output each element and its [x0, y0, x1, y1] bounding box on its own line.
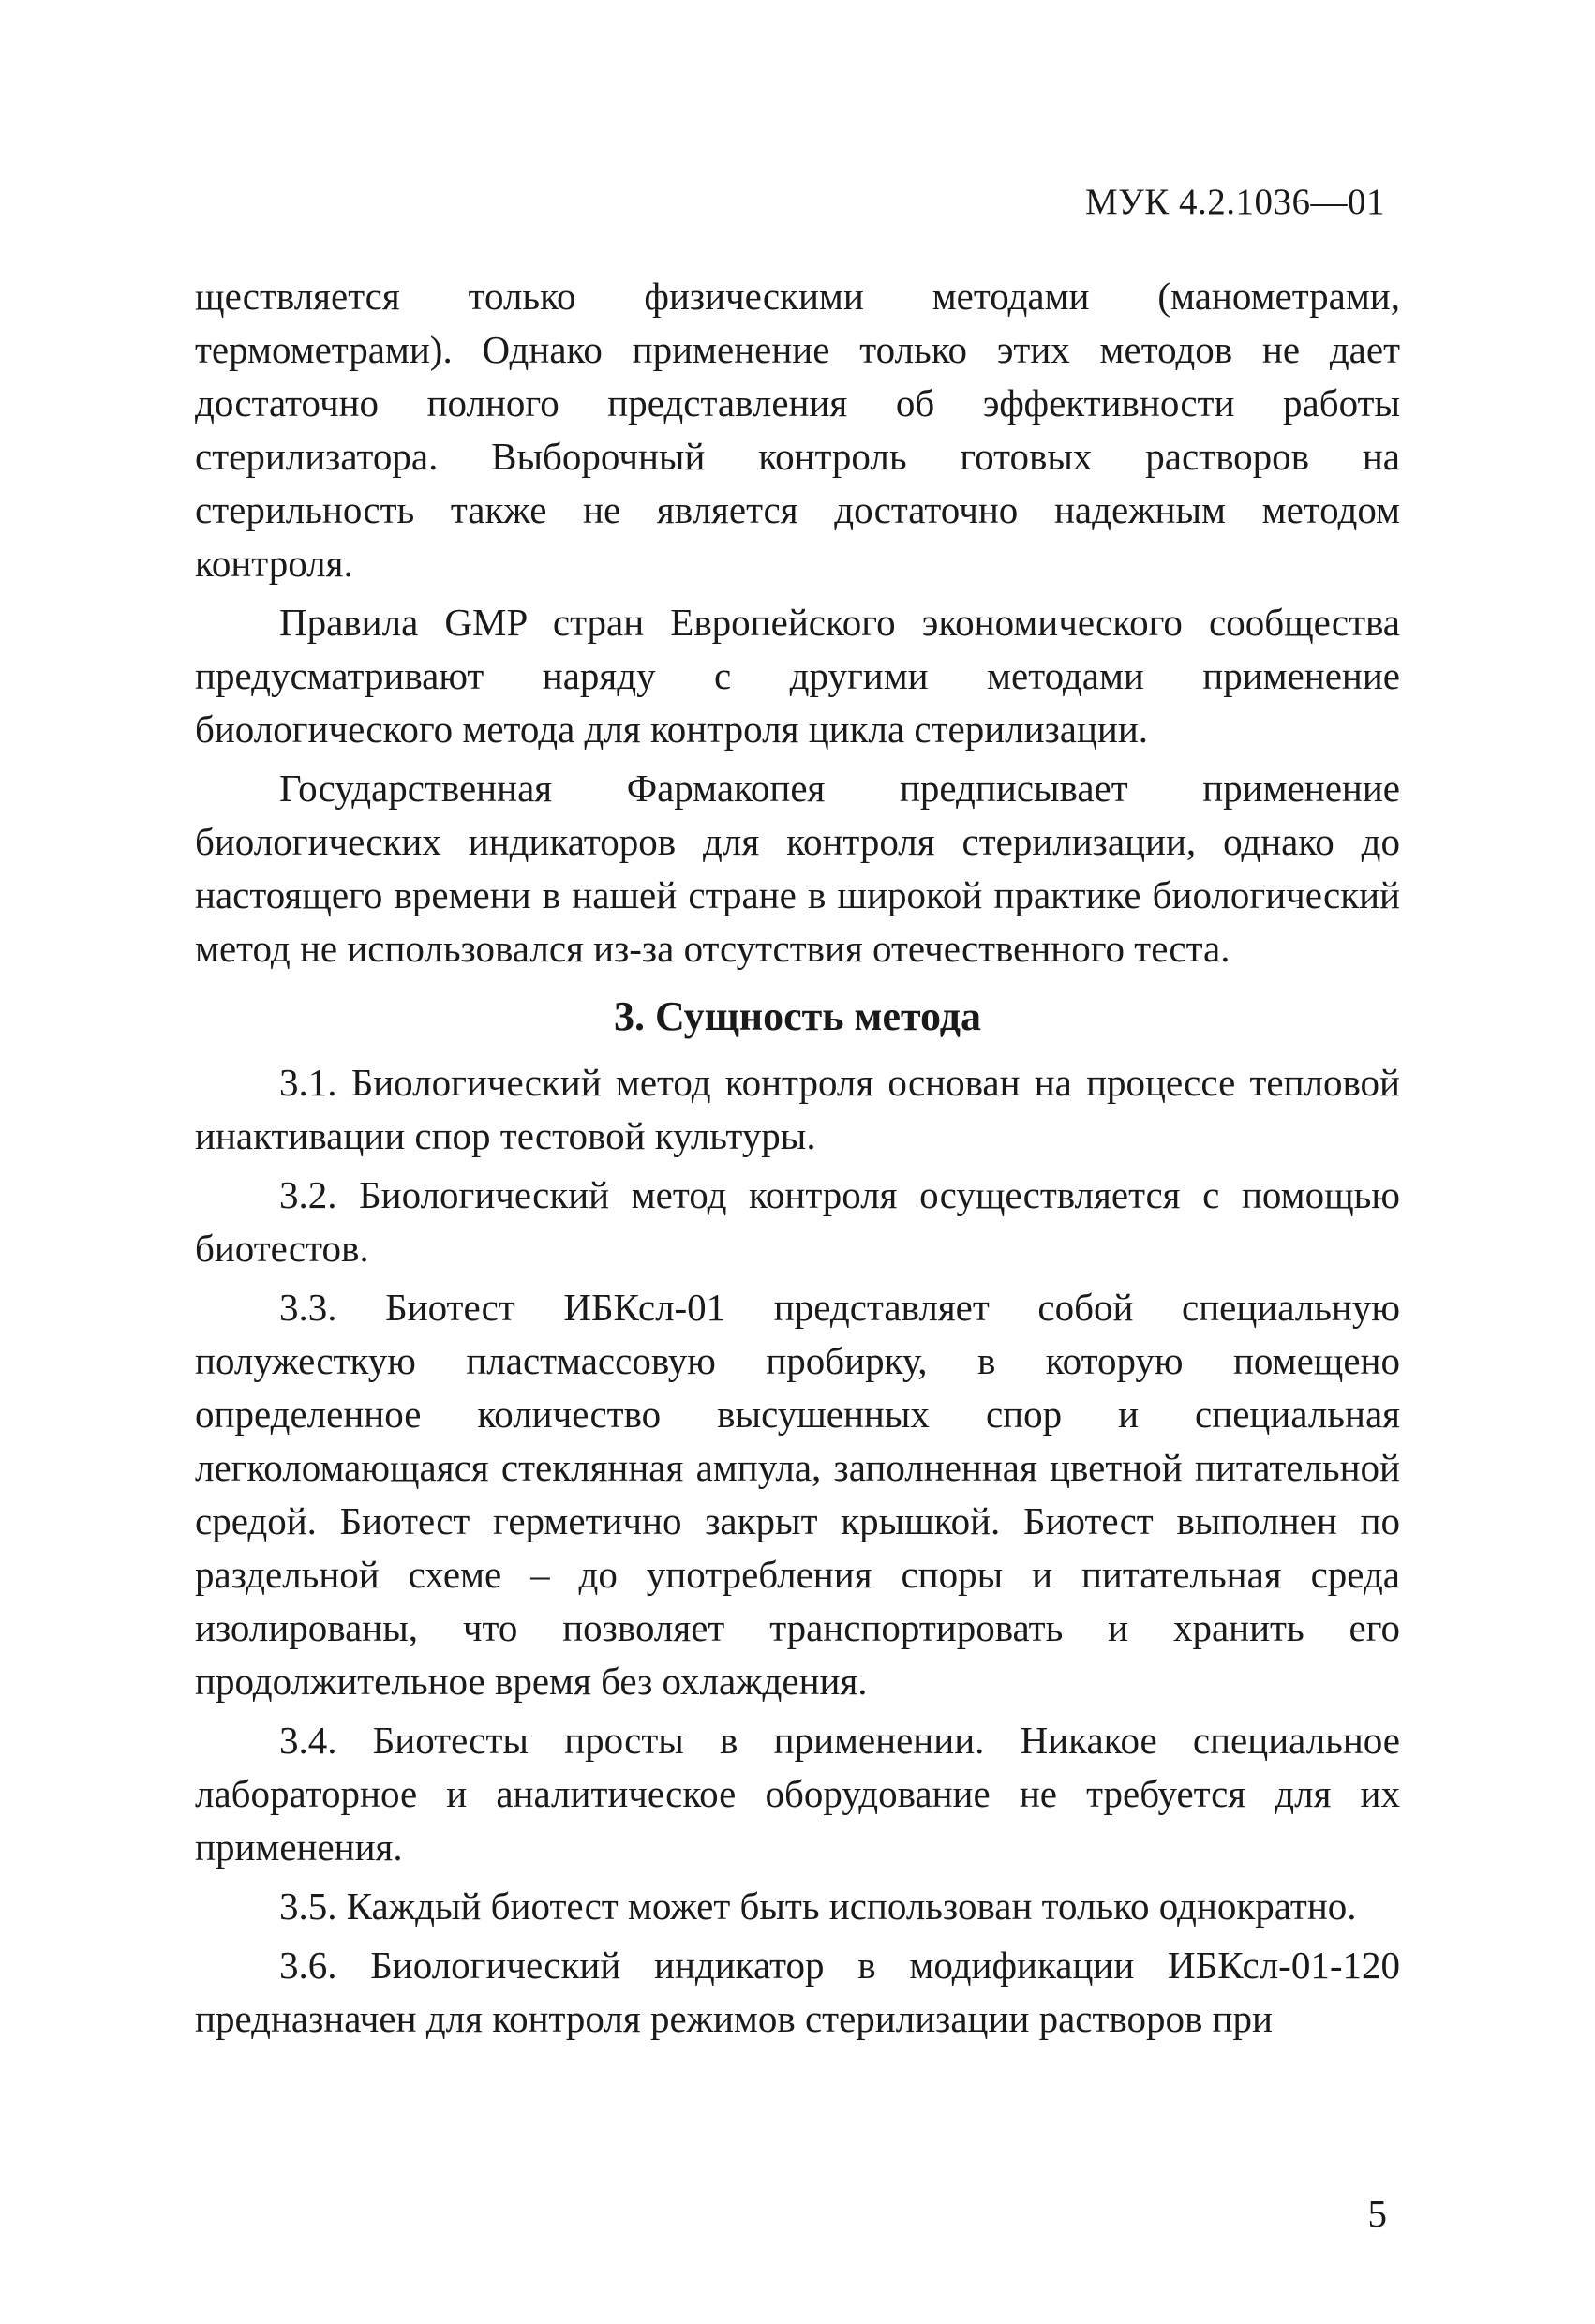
paragraph-3-6: 3.6. Биологический индикатор в модификации ИБКсл-01-120 предназначен для контроля режимов стерилизации растворов при — [195, 1944, 1400, 2040]
section-title: 3. Сущность метода — [613, 993, 982, 1039]
paragraph-3-3: 3.3. Биотест ИБКсл-01 представляет собой специальную полужесткую пластмассовую пробирку, в которую помещено определенное количество высушенных спор и специальная легколомающаяся стеклянная ампула, заполненная цветной питательной средой. Биотест герметично закрыт крышкой. Биотест выполнен по раздельной схеме – до употребления споры и питательная среда изолированы, что позволяет транспортировать и хранить его продолжительное время без охлаждения. — [195, 1286, 1400, 1703]
paragraph-pharmacopoeia: Государственная Фармакопея предписывает применение биологических индикаторов для контроля стерилизации, однако до настоящего времени в нашей стране в широкой практике биологический метод не использовался из-за отсутствия отечественного теста. — [195, 767, 1400, 970]
page-number: 5 — [1367, 2192, 1387, 2235]
paragraph-3-5: 3.5. Каждый биотест может быть использован только однократно. — [279, 1885, 1357, 1928]
paragraph-continuation: ществляется только физическими методами (манометрами, термометрами). Однако применение только этих методов не дает достаточно полного представления об эффективности работы стерилизатора. Выборочный контроль готовых растворов на стерильность также не является достаточно надежным методом контроля. — [195, 275, 1400, 585]
paragraph-3-1: 3.1. Биологический метод контроля основан на процессе тепловой инактивации спор тестовой культуры. — [195, 1061, 1400, 1157]
paragraph-3-2: 3.2. Биологический метод контроля осуществляется с помощью биотестов. — [195, 1173, 1400, 1270]
paragraph-gmp-rules: Правила GMP стран Европейского экономического сообщества предусматривают наряду с другими методами применение биологического метода для контроля цикла стерилизации. — [195, 601, 1400, 751]
paragraph-3-4: 3.4. Биотесты просты в применении. Никакое специальное лабораторное и аналитическое оборудование не требуется для их применения. — [195, 1719, 1400, 1869]
document-code: МУК 4.2.1036—01 — [1084, 182, 1385, 222]
main-text — [195, 270, 1400, 2046]
